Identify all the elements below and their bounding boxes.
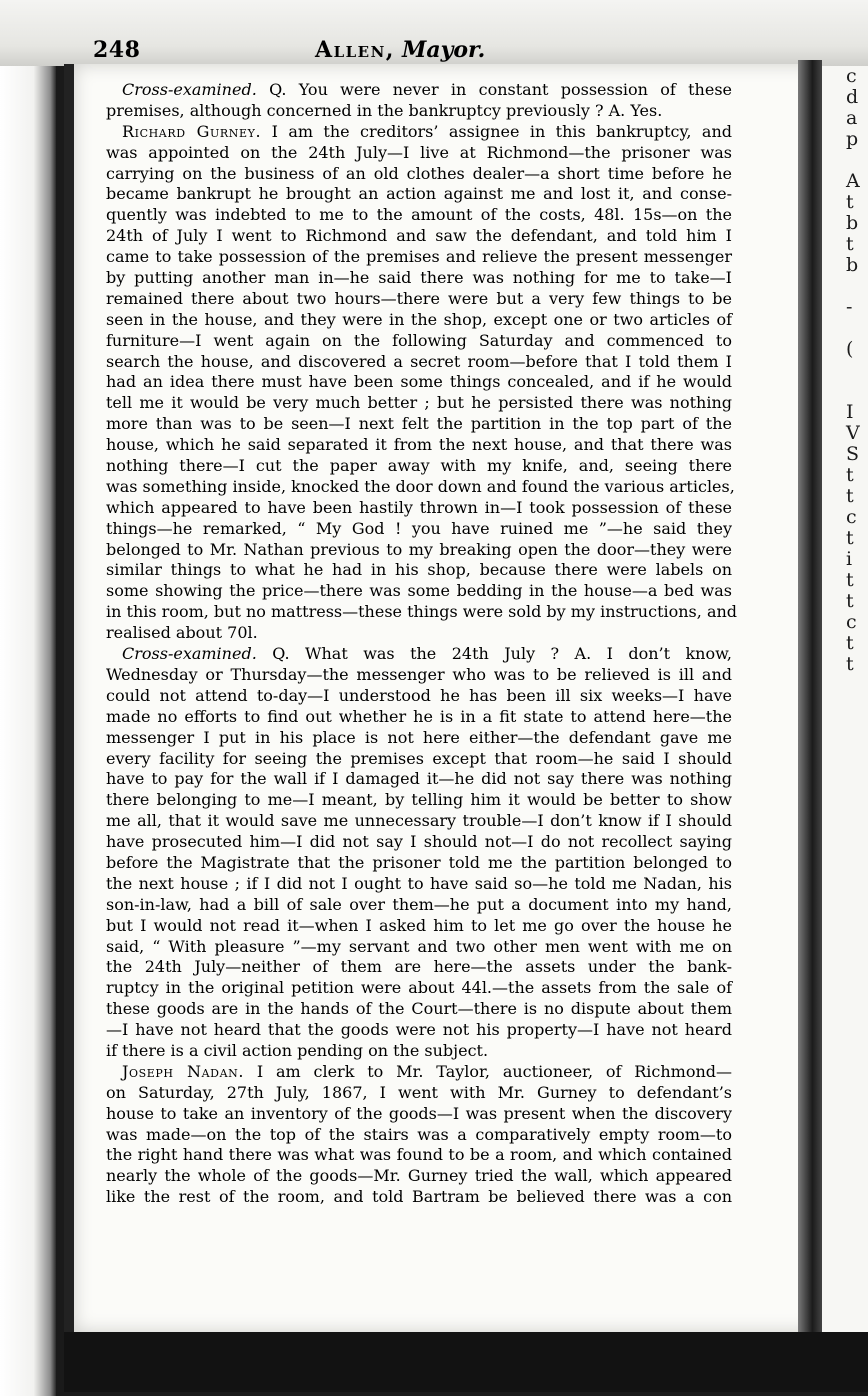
text-line <box>106 352 732 373</box>
line-text: but I would not read it—when I asked him to let me go over the house he <box>106 915 732 935</box>
text-line <box>106 184 732 205</box>
facing-page-fragment <box>822 276 868 297</box>
line-text: was made—on the top of the stairs was a comparatively empty room—to <box>106 1124 732 1144</box>
book-spine-shadow <box>798 60 822 1360</box>
text-line <box>106 895 732 916</box>
text-line <box>106 581 732 602</box>
facing-page-fragment <box>822 381 868 402</box>
text-line <box>106 957 732 978</box>
facing-page-fragment <box>822 318 868 339</box>
facing-page-fragment: c <box>846 66 857 87</box>
text-line <box>106 519 732 540</box>
line-text: —I have not heard that the goods were not his property—I have not heard <box>106 1020 732 1040</box>
line-text: premises, although concerned in the bankruptcy previously ? A. Yes. <box>106 100 663 120</box>
line-text: the right hand there was what was found to be a room, and which contained <box>106 1145 732 1165</box>
facing-page-fragment: t <box>846 590 854 612</box>
text-line <box>106 310 732 331</box>
line-text: more than was to be seen—I next felt the partition in the top part of the <box>106 414 732 434</box>
line-text: me all, that it would save me unnecessary trouble—I don’t know if I should <box>106 811 732 831</box>
text-line <box>106 665 732 686</box>
page-edge-left <box>0 66 56 1396</box>
line-text: by putting another man in—he said there was nothing for me to take—I <box>106 268 732 288</box>
text-line <box>106 247 732 268</box>
page-header <box>93 37 693 67</box>
text-line <box>106 1145 732 1166</box>
text-line <box>106 749 732 770</box>
text-line <box>106 498 732 519</box>
line-text: some showing the price—there was some bedding in the house—a bed was <box>106 581 732 601</box>
text-line <box>106 832 732 853</box>
line-text: things—he remarked, “ My God ! you have ruined me ”—he said they <box>106 518 732 538</box>
line-text: house to take an inventory of the goods—I was present when the discovery <box>106 1103 732 1123</box>
text-line <box>106 226 732 247</box>
line-text: if there is a civil action pending on the subject. <box>106 1040 489 1060</box>
text-line <box>106 769 732 790</box>
facing-page-fragment: t <box>846 191 854 213</box>
line-text: could not attend to-day—I understood he has been ill six weeks—I have <box>106 685 732 705</box>
line-text: have prosecuted him—I did not say I should not—I do not recollect saying <box>106 832 732 852</box>
running-head-name: Allen, <box>315 37 395 63</box>
facing-page-edge <box>822 66 868 1356</box>
facing-page-fragment: i <box>846 548 853 570</box>
text-line <box>106 80 732 101</box>
line-text: 24th of July I went to Richmond and saw the defendant, and told him I <box>106 226 732 246</box>
text-line <box>106 602 738 623</box>
line-text: Q. What was the 24th July ? A. I don’t know, <box>256 644 732 664</box>
text-line <box>106 978 732 999</box>
facing-page-fragment <box>822 150 868 171</box>
line-text: which appeared to have been hastily thrown in—I took possession of these <box>106 497 732 517</box>
line-text: messenger I put in his place is not here either—the defendant gave me <box>106 727 732 747</box>
text-line <box>106 999 732 1020</box>
facing-page-fragment: p <box>846 128 859 150</box>
text-line <box>106 456 732 477</box>
line-text: made no efforts to find out whether he is in a fit state to attend here—the <box>106 706 732 726</box>
text-line <box>106 1166 732 1187</box>
text-line <box>106 790 732 811</box>
text-line <box>106 560 732 581</box>
line-text: nothing there—I cut the paper away with my knife, and, seeing there <box>106 456 732 476</box>
line-text: in this room, but no mattress—these things were sold by my instructions, and <box>106 602 738 622</box>
examination-label: Cross-examined. <box>122 644 257 664</box>
speaker-name: Richard Gurney. <box>122 121 262 141</box>
facing-page-fragment: c <box>846 506 857 528</box>
line-text: realised about 70l. <box>106 623 258 643</box>
line-text: I am the creditors’ assignee in this bankruptcy, and <box>261 121 732 141</box>
line-text: said, “ With pleasure ”—my servant and two other men went with me on <box>106 936 732 956</box>
line-text: search the house, and discovered a secret room—before that I told them I <box>106 351 732 371</box>
examination-label: Cross-examined. <box>122 80 257 99</box>
facing-page-fragment: t <box>846 233 854 255</box>
text-line <box>106 644 732 665</box>
facing-page-fragment: I <box>846 401 854 423</box>
line-text: every facility for seeing the premises except that room—he said I should <box>106 748 732 768</box>
running-head-title: Mayor. <box>401 37 486 63</box>
line-text: Wednesday or Thursday—the messenger who was to be relieved is ill and <box>106 664 732 684</box>
line-text: tell me it would be very much better ; but he persisted there was nothing <box>106 393 732 413</box>
facing-page-fragment: t <box>846 632 854 654</box>
line-text: these goods are in the hands of the Court—there is no dispute about them <box>106 999 732 1019</box>
line-text: there belonging to me—I meant, by telling him it would be better to show <box>106 790 732 810</box>
speaker-name: Joseph Nadan. <box>122 1061 245 1081</box>
line-text: the next house ; if I did not I ought to have said so—he told me Nadan, his <box>106 873 732 893</box>
text-line <box>106 101 732 122</box>
text-line <box>106 164 732 185</box>
facing-page-fragment: a <box>846 107 858 129</box>
text-line <box>106 853 732 874</box>
text-line <box>106 874 732 895</box>
text-line <box>106 916 732 937</box>
text-line <box>106 476 735 498</box>
text-line <box>106 1083 732 1104</box>
line-text: have to pay for the wall if I damaged it—he did not say there was nothing <box>106 769 732 789</box>
line-text: before the Magistrate that the prisoner told me the partition belonged to <box>106 852 732 872</box>
line-text: came to take possession of the premises and relieve the present messenger <box>106 247 732 267</box>
facing-page-fragment: A <box>846 170 860 192</box>
text-line <box>106 205 732 226</box>
line-text: similar things to what he had in his shop, because there were labels on <box>106 560 732 580</box>
facing-page-fragment: t <box>846 653 854 675</box>
text-line <box>106 289 732 310</box>
body-text <box>106 80 738 1208</box>
text-line <box>106 1125 732 1146</box>
text-line <box>106 122 732 143</box>
line-text: furniture—I went again on the following Saturday and commenced to <box>106 330 732 350</box>
text-line <box>106 1187 732 1208</box>
page-number: 248 <box>93 37 141 63</box>
text-line <box>106 414 732 435</box>
facing-page-fragment: b <box>846 254 859 276</box>
facing-page-fragment: V <box>846 422 860 444</box>
running-head <box>315 37 485 63</box>
text-line <box>106 1062 732 1083</box>
line-text: the 24th July—neither of them are here—the assets under the bank- <box>106 957 732 977</box>
text-line <box>106 937 732 958</box>
facing-page-fragment <box>822 360 868 381</box>
line-text: like the rest of the room, and told Bartram be believed there was a con <box>106 1187 732 1207</box>
line-text: belonged to Mr. Nathan previous to my breaking open the door—they were <box>106 539 732 559</box>
facing-page-fragment: b <box>846 212 859 234</box>
facing-page-fragment: d <box>846 86 859 108</box>
line-text: on Saturday, 27th July, 1867, I went with Mr. Gurney to defendant’s <box>106 1082 732 1102</box>
text-line <box>106 331 732 352</box>
text-line <box>106 1104 732 1125</box>
text-line <box>106 623 732 644</box>
text-line <box>106 707 732 728</box>
line-text: carrying on the business of an old clothes dealer—a short time before he <box>106 163 732 183</box>
facing-page-fragment: S <box>846 443 860 465</box>
facing-page-fragment: - <box>846 296 853 318</box>
line-text: remained there about two hours—there were but a very few things to be <box>106 288 732 308</box>
line-text: son-in-law, had a bill of sale over them—he put a document into my hand, <box>106 894 732 914</box>
line-text: I am clerk to Mr. Taylor, auctioneer, of Richmond— <box>244 1061 733 1081</box>
line-text: house, which he said separated it from the next house, and that there was <box>106 435 732 455</box>
scan-bottom-border <box>64 1332 868 1392</box>
line-text: had an idea there must have been some things concealed, and if he would <box>106 372 732 392</box>
line-text: was appointed on the 24th July—I live at Richmond—the prisoner was <box>106 142 732 162</box>
text-line <box>106 435 732 456</box>
facing-page-fragment: ( <box>846 338 854 360</box>
text-line <box>106 372 732 393</box>
text-line <box>106 143 732 164</box>
line-text: became bankrupt he brought an action against me and lost it, and conse- <box>106 184 732 204</box>
facing-page-fragment: t <box>846 464 854 486</box>
line-text: nearly the whole of the goods—Mr. Gurney tried the wall, which appeared <box>106 1166 732 1186</box>
line-text: Q. You were never in constant possession of these <box>256 80 732 99</box>
facing-page-fragment: t <box>846 485 854 507</box>
facing-page-fragment: t <box>846 527 854 549</box>
facing-page-fragment: c <box>846 611 857 633</box>
text-line <box>106 811 732 832</box>
text-line <box>106 1041 732 1062</box>
line-text: quently was indebted to me to the amount of the costs, 48l. 15s—on the <box>106 205 732 225</box>
line-text: ruptcy in the original petition were about 44l.—the assets from the sale of <box>106 978 732 998</box>
facing-page-fragment: t <box>846 569 854 591</box>
text-line <box>106 1020 732 1041</box>
text-line <box>106 540 732 561</box>
text-line <box>106 268 732 289</box>
line-text: was something inside, knocked the door down and found the various articles, <box>106 476 735 496</box>
text-line <box>106 393 732 414</box>
text-line <box>106 686 732 707</box>
line-text: seen in the house, and they were in the shop, except one or two articles of <box>106 309 732 329</box>
text-line <box>106 728 732 749</box>
